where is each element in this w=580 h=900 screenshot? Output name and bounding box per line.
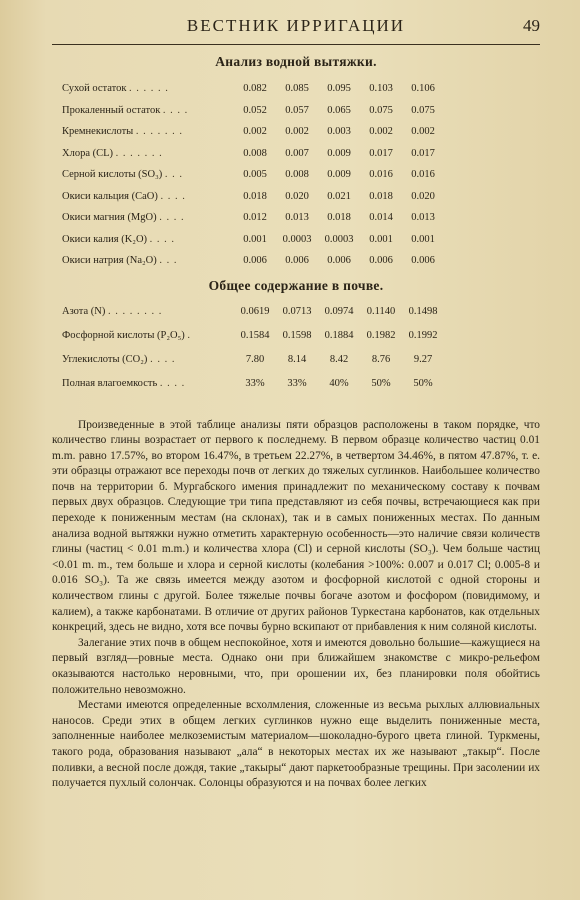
cell-value: 33% [287, 378, 307, 389]
leader-dots: . . . . [150, 354, 176, 365]
table-cell [318, 324, 360, 348]
table-cell [276, 229, 318, 251]
table-row [62, 100, 444, 122]
table-cell [234, 164, 276, 186]
table-cell [276, 164, 318, 186]
cell-value: 0.001 [369, 233, 393, 245]
table-cell [402, 250, 444, 272]
cell-value: 0.0713 [282, 306, 312, 317]
table-cell [234, 78, 276, 100]
row-label [62, 207, 234, 229]
article-body [52, 418, 540, 792]
table-row [62, 372, 444, 396]
table-row [62, 78, 444, 100]
table-cell [402, 300, 444, 324]
row-label-text: Хлора (CL) [62, 147, 114, 159]
page-number: 49 [523, 16, 540, 35]
cell-value: 0.0619 [240, 306, 270, 317]
leader-dots: . . . . . . . . [107, 306, 163, 317]
table-cell [360, 372, 402, 396]
cell-value: 0.002 [411, 126, 435, 138]
cell-value: 8.76 [371, 354, 391, 365]
table-cell [276, 100, 318, 122]
table-row [62, 186, 444, 208]
row-label [62, 324, 234, 348]
cell-value: 0.095 [327, 83, 351, 95]
row-label-text: Окиси магния (MgO) [62, 212, 157, 224]
leader-dots: . . . . . . . [115, 147, 163, 159]
leader-dots: . [187, 330, 191, 341]
table-cell [318, 186, 360, 208]
cell-value: 0.006 [285, 255, 309, 267]
cell-value: 0.020 [285, 190, 309, 202]
row-label-text: Кремнекислоты [62, 126, 134, 138]
table-cell [276, 372, 318, 396]
row-label [62, 164, 234, 186]
cell-value: 0.009 [327, 169, 351, 181]
cell-value: 0.1498 [408, 306, 438, 317]
leader-dots: . . . [159, 255, 178, 267]
table-cell [318, 121, 360, 143]
table-cell [276, 300, 318, 324]
cell-value: 0.013 [285, 212, 309, 224]
row-label-text: Углекислоты (CO₂) [62, 354, 148, 365]
table-cell [234, 121, 276, 143]
cell-value: 0.017 [369, 147, 393, 159]
cell-value: 0.1584 [240, 330, 270, 341]
cell-value: 0.1884 [324, 330, 354, 341]
table-cell [360, 207, 402, 229]
table-cell [276, 186, 318, 208]
cell-value: 0.006 [327, 255, 351, 267]
cell-value: 0.002 [243, 126, 267, 138]
cell-value: 0.001 [243, 233, 267, 245]
table-cell [360, 324, 402, 348]
table-cell [234, 300, 276, 324]
table-cell [276, 324, 318, 348]
cell-value: 0.007 [285, 147, 309, 159]
table-cell [360, 143, 402, 165]
table-cell [276, 78, 318, 100]
cell-value: 0.018 [327, 212, 351, 224]
leader-dots: . . . . [160, 190, 186, 202]
table-cell [360, 186, 402, 208]
cell-value: 7.80 [245, 354, 265, 365]
leader-dots: . . . [164, 169, 183, 181]
row-label [62, 186, 234, 208]
cell-value: 0.016 [411, 169, 435, 181]
table-cell [402, 121, 444, 143]
cell-value: 9.27 [413, 354, 433, 365]
table-cell [318, 229, 360, 251]
cell-value: 0.012 [243, 212, 267, 224]
leader-dots: . . . . [159, 378, 186, 389]
table-cell [318, 207, 360, 229]
paragraph: Местами имеются определенные всхолмления, сложенные из весьма рыхлых аллювиальных наносов. Среди этих в общем легких суглинков нужно еще выделить пониженные места, заполненные наиболее мелкоземистым материалом—шоколадно-бурого цвета глиной. Туркмены, такого рода, образования называют „ала“ в некоторых местах их же называют „такыр“. После поливки, а весной после дождя, такие „такыры“ дают паркетообразные трещины. При засолении их получается пухлый солончак. Солонцы образуются и на почвах более легких [52, 699, 540, 790]
cell-value: 40% [329, 378, 349, 389]
table-cell [402, 143, 444, 165]
table-row [62, 348, 444, 372]
row-label-text: Сухой остаток [62, 83, 127, 95]
soil-content-title: Общее содержание в почве. [208, 277, 384, 293]
table-cell [360, 164, 402, 186]
water-extract-table [62, 78, 444, 272]
table-cell [318, 143, 360, 165]
table-row [62, 164, 444, 186]
cell-value: 50% [413, 378, 433, 389]
cell-value: 0.002 [369, 126, 393, 138]
table-cell [234, 186, 276, 208]
table-cell [402, 229, 444, 251]
row-label [62, 229, 234, 251]
table-row [62, 121, 444, 143]
cell-value: 0.052 [243, 104, 267, 116]
row-label [62, 300, 234, 324]
table-cell [360, 348, 402, 372]
table-cell [360, 78, 402, 100]
table-cell [318, 78, 360, 100]
table-cell [276, 250, 318, 272]
cell-value: 0.006 [411, 255, 435, 267]
soil-content-table [62, 300, 444, 396]
cell-value: 0.020 [411, 190, 435, 202]
table-cell [318, 348, 360, 372]
cell-value: 0.021 [327, 190, 351, 202]
table-row [62, 324, 444, 348]
table-cell [360, 100, 402, 122]
cell-value: 0.002 [285, 126, 309, 138]
row-label-text: Прокаленный остаток [62, 104, 161, 116]
table-row [62, 250, 444, 272]
table-row [62, 143, 444, 165]
cell-value: 0.013 [411, 212, 435, 224]
table-cell [234, 100, 276, 122]
row-label [62, 372, 234, 396]
table-cell [234, 348, 276, 372]
cell-value: 0.0003 [282, 233, 312, 245]
table-cell [360, 121, 402, 143]
cell-value: 0.1598 [282, 330, 312, 341]
cell-value: 0.085 [285, 83, 309, 95]
table-cell [318, 300, 360, 324]
cell-value: 0.082 [243, 83, 267, 95]
table-cell [276, 348, 318, 372]
cell-value: 0.018 [243, 190, 267, 202]
row-label-text: Серной кислоты (SO₃) [62, 169, 163, 181]
cell-value: 8.42 [329, 354, 349, 365]
leader-dots: . . . . [162, 104, 189, 116]
cell-value: 0.001 [411, 233, 435, 245]
table-cell [402, 207, 444, 229]
paragraph: Залегание этих почв в общем неспокойное, хотя и имеются довольно большие—кажущиеся на первый взгляд—ровные места. Однако они при ближайшем знакомстве с микро-рельефом оказываются настолько неровными, что, при орошении их, без планировки поля обойтись положительно невозможно. [52, 636, 540, 696]
leader-dots: . . . . . . . [135, 126, 183, 138]
table-row [62, 300, 444, 324]
cell-value: 0.003 [327, 126, 351, 138]
table-cell [360, 229, 402, 251]
table-cell [318, 372, 360, 396]
cell-value: 0.103 [369, 83, 393, 95]
cell-value: 0.1982 [366, 330, 396, 341]
row-label [62, 100, 234, 122]
cell-value: 0.018 [369, 190, 393, 202]
cell-value: 0.106 [411, 83, 435, 95]
paragraph: Произведенные в этой таблице анализы пяти образцов расположены в таком порядке, что количество глины возрастает от первого к последнему. В первом образце количество частиц 0.01 m.m. равно 17.57%, во втором 16.47%, в третьем 22.27%, в четвертом 34.46%, в пятом 47.87%, т. е. эти образцы отражают все переходы почв от легких до тяжелых суглинков. Наибольшее количество почв на территории б. Мургабского имения принадлежит по механическому составу к почвам первых двух образцов. Следующие три типа представляют из себя почвы, встречающиеся как при переходе к пониженным местам (на склонах), так и в самых пониженных местах. По данным анализа водной вытяжки нужно отметить характерную особенность—это наличие связи количеств глины (частиц < 0.01 m.m.) и количества хлора (Cl) и серной кислоты (SO₃). Чем больше частиц <0.01 m. m., тем больше и хлора и серной кислоты (колебания >100%: 0.007 и 0.017 Cl; 0.005-8 и 0.016 SO₃). Та же связь имеется между азотом и фосфорной кислотой с одной стороны и количеством глины с другой. Более тяжелые почвы богаче азотом и фосфором (повидимому, и калием), а также карбонатами. В отличие от других районов Туркестана карбонатов, как отдельных конкреций, здесь не видно, хотя все почвы бурно вскипают от прибавления к ним соляной кислоты. [52, 418, 540, 634]
cell-value: 8.14 [287, 354, 307, 365]
cell-value: 50% [371, 378, 391, 389]
row-label [62, 250, 234, 272]
table-cell [318, 164, 360, 186]
cell-value: 0.006 [369, 255, 393, 267]
cell-value: 0.075 [369, 104, 393, 116]
table-cell [402, 186, 444, 208]
row-label-text: Азота (N) [62, 306, 106, 317]
cell-value: 0.008 [243, 147, 267, 159]
row-label-text: Окиси калия (K₂O) [62, 233, 148, 245]
cell-value: 0.0974 [324, 306, 354, 317]
cell-value: 0.005 [243, 169, 267, 181]
row-label [62, 348, 234, 372]
cell-value: 0.075 [411, 104, 435, 116]
table-cell [234, 372, 276, 396]
cell-value: 0.065 [327, 104, 351, 116]
journal-title: ВЕСТНИК ИРРИГАЦИИ [186, 16, 406, 35]
cell-value: 0.1992 [408, 330, 438, 341]
cell-value: 0.0003 [324, 233, 354, 245]
water-extract-title: Анализ водной вытяжки. [215, 54, 377, 69]
cell-value: 0.057 [285, 104, 309, 116]
row-label-text: Фосфорной кислоты (P₂O₅) [62, 330, 185, 341]
table-cell [402, 78, 444, 100]
table-cell [276, 207, 318, 229]
table-cell [402, 372, 444, 396]
table-cell [402, 164, 444, 186]
table-cell [318, 250, 360, 272]
leader-dots: . . . . [149, 233, 176, 245]
running-head [52, 0, 540, 45]
cell-value: 33% [245, 378, 265, 389]
table-cell [402, 348, 444, 372]
table-cell [360, 300, 402, 324]
cell-value: 0.009 [327, 147, 351, 159]
table-cell [360, 250, 402, 272]
table-cell [318, 100, 360, 122]
row-label-text: Окиси натрия (Na₂O) [62, 255, 157, 267]
table-cell [276, 143, 318, 165]
cell-value: 0.1140 [366, 306, 396, 317]
table-cell [402, 100, 444, 122]
cell-value: 0.016 [369, 169, 393, 181]
table-cell [234, 143, 276, 165]
table-cell [234, 324, 276, 348]
cell-value: 0.017 [411, 147, 435, 159]
table-row [62, 229, 444, 251]
cell-value: 0.008 [285, 169, 309, 181]
table-cell [234, 250, 276, 272]
leader-dots: . . . . [159, 212, 185, 224]
row-label [62, 143, 234, 165]
table-cell [234, 229, 276, 251]
leader-dots: . . . . . . [129, 83, 169, 95]
row-label-text: Окиси кальция (CaO) [62, 190, 158, 202]
cell-value: 0.014 [369, 212, 393, 224]
cell-value: 0.006 [243, 255, 267, 267]
table-cell [402, 324, 444, 348]
row-label [62, 78, 234, 100]
row-label-text: Полная влагоемкость [62, 378, 158, 389]
row-label [62, 121, 234, 143]
table-cell [234, 207, 276, 229]
table-cell [276, 121, 318, 143]
table-row [62, 207, 444, 229]
